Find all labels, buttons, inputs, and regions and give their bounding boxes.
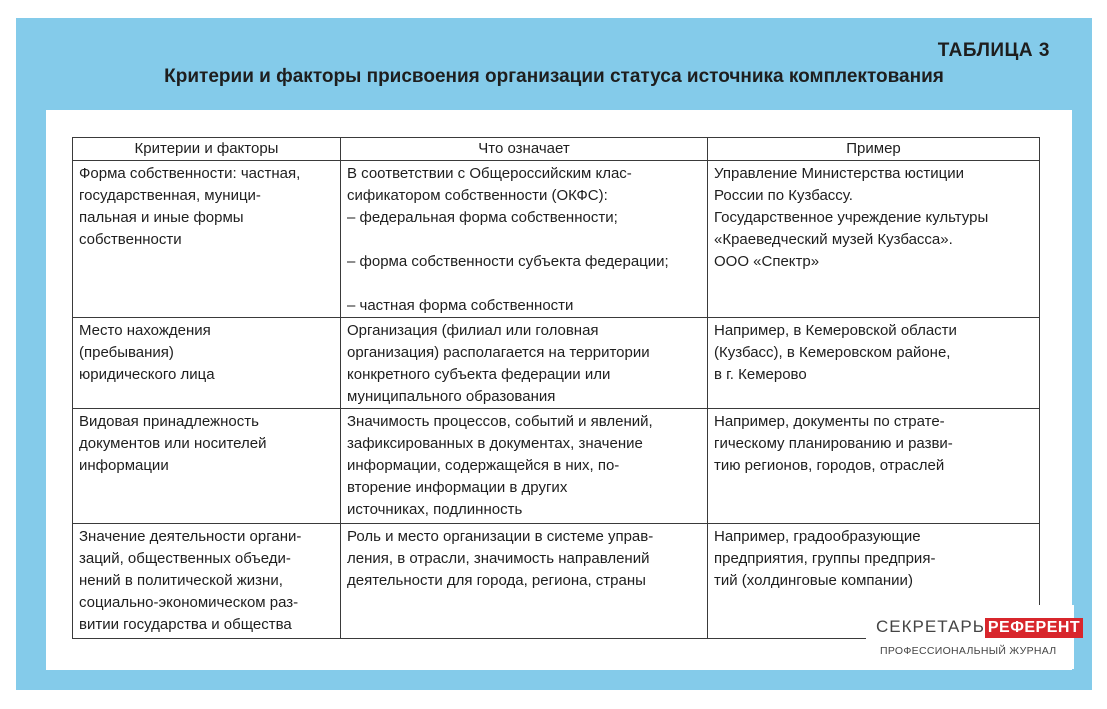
table-number: ТАБЛИЦА 3 <box>937 40 1050 61</box>
table-row <box>73 161 1040 318</box>
cell-meaning: Роль и место организации в системе управ- ления, в отрасли, значимость направлений деятельности для города, региона, страны <box>341 524 708 639</box>
logo-subtitle: ПРОФЕССИОНАЛЬНЫЙ ЖУРНАЛ <box>880 645 1057 657</box>
logo-part-secretary: СЕКРЕТАРЬ <box>876 617 985 636</box>
table-row <box>73 409 1040 524</box>
column-header-example: Пример <box>708 138 1040 161</box>
criteria-table <box>72 137 1040 639</box>
cell-criterion: Видовая принадлежность документов или носителей информации <box>73 409 341 524</box>
cell-meaning: Значимость процессов, событий и явлений, зафиксированных в документах, значение информации, содержащейся в них, по- вторение информации в других источниках, подлинность <box>341 409 708 524</box>
blue-frame <box>16 18 1092 690</box>
column-header-criteria: Критерии и факторы <box>73 138 341 161</box>
cell-criterion: Значение деятельности органи- заций, общественных объеди- нений в политической жизни, социально-экономическом раз- витии государства и общества <box>73 524 341 639</box>
cell-example: Управление Министерства юстиции России по Кузбассу. Государственное учреждение культуры «Краеведческий музей Кузбасса». ООО «Спектр» <box>708 161 1040 318</box>
table-panel <box>46 110 1072 670</box>
table-header-row <box>73 138 1040 161</box>
journal-logo <box>866 605 1081 669</box>
cell-example: Например, в Кемеровской области (Кузбасс), в Кемеровском районе, в г. Кемерово <box>708 318 1040 409</box>
table-title: Критерии и факторы присвоения организации статуса источника комплектования <box>164 66 944 87</box>
cell-example: Например, документы по страте- гическому планированию и разви- тию регионов, городов, отраслей <box>708 409 1040 524</box>
cell-example: Например, градообразующие предприятия, группы предприя- тий (холдинговые компании) <box>708 524 1040 639</box>
cell-meaning: Организация (филиал или головная организация) располагается на территории конкретного субъекта федерации или муниципального образования <box>341 318 708 409</box>
logo-part-referent: РЕФЕРЕНТ <box>985 618 1083 638</box>
table-row <box>73 318 1040 409</box>
cell-criterion: Форма собственности: частная, государственная, муници- пальная и иные формы собственности <box>73 161 341 318</box>
cell-meaning: В соответствии с Общероссийским клас- сификатором собственности (ОКФС): – федеральная форма собственности; – форма собственности субъекта федерации; – частная форма собственности <box>341 161 708 318</box>
logo-wordmark <box>876 617 1083 638</box>
column-header-meaning: Что означает <box>341 138 708 161</box>
cell-criterion: Место нахождения (пребывания) юридического лица <box>73 318 341 409</box>
